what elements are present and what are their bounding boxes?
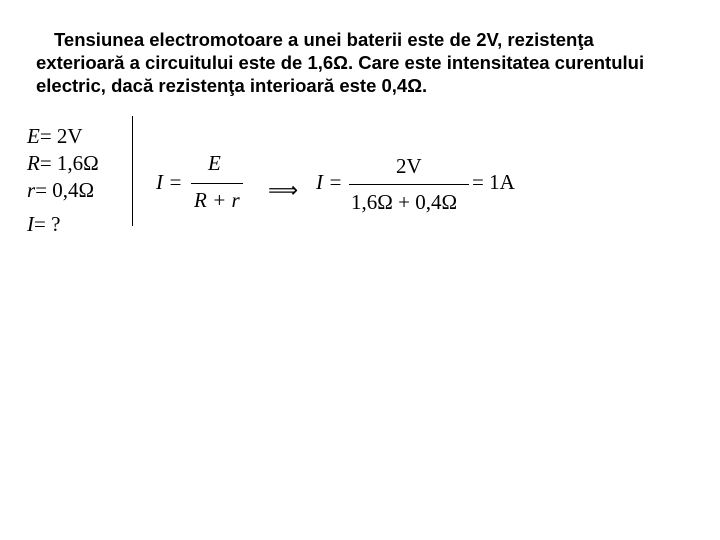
formula-denominator: R + r <box>194 188 240 212</box>
implies-arrow: ⟹ <box>268 178 299 202</box>
problem-line-3: electric, dacă rezistenţa interioară este 0,4Ω. <box>36 75 428 96</box>
problem-statement <box>36 28 696 97</box>
formula-numerator: E <box>208 151 221 175</box>
unknown-current: I= ? <box>27 212 61 236</box>
calculation-denominator: 1,6Ω + 0,4Ω <box>351 190 458 214</box>
given-emf: E= 2V <box>27 124 83 148</box>
problem-line-1: Tensiunea electromotoare a unei baterii este de 2V, rezistenţa <box>54 29 594 50</box>
calculation-result: = 1A <box>472 170 515 194</box>
given-internal-resistance: r= 0,4Ω <box>27 178 95 202</box>
problem-line-2: exterioară a circuitului este de 1,6Ω. Care este intensitatea curentului <box>36 52 645 73</box>
calculation-lhs: I = <box>316 170 343 194</box>
formula-lhs: I = <box>156 170 183 194</box>
calculation-numerator: 2V <box>396 154 422 178</box>
given-divider <box>132 116 133 226</box>
formula-fraction-bar <box>191 183 243 184</box>
calculation-fraction-bar <box>349 184 469 185</box>
given-external-resistance: R= 1,6Ω <box>27 151 99 175</box>
